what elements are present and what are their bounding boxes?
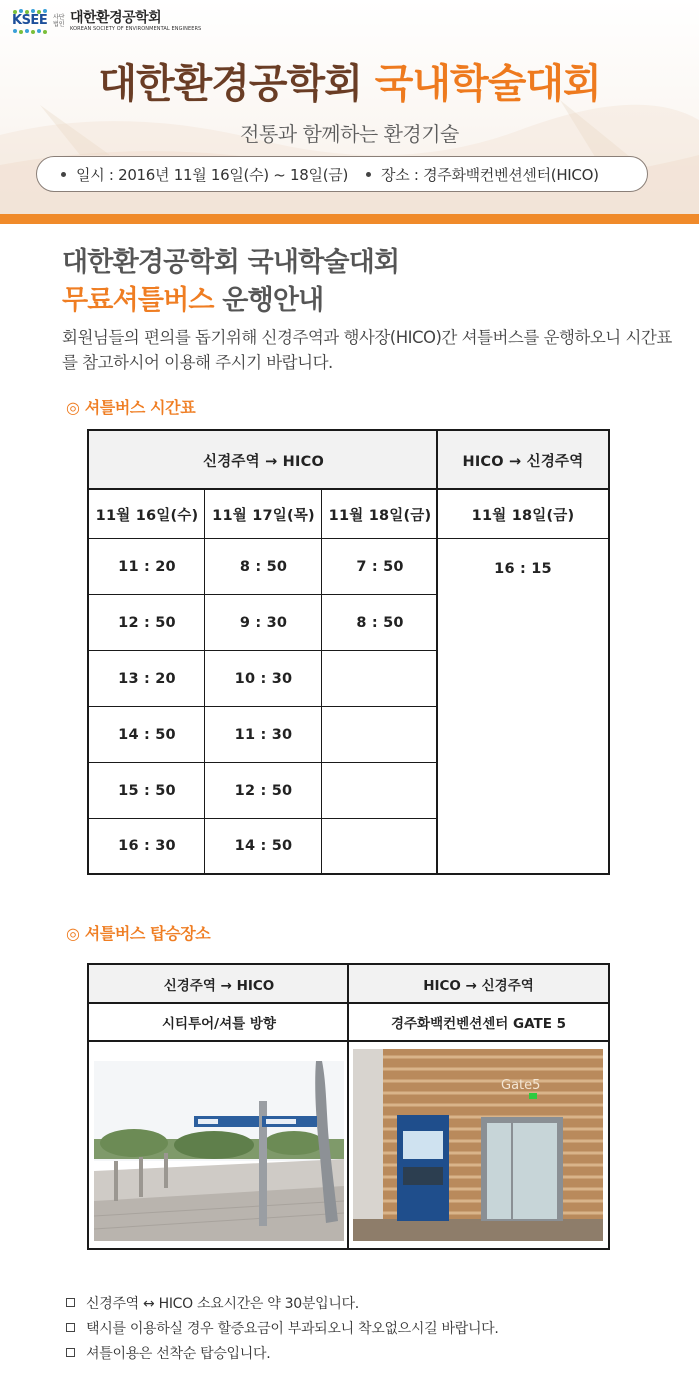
- ksee-logo: [10, 7, 201, 35]
- timetable-day-17: 11월 17일(목): [212, 507, 315, 524]
- list-item: [66, 1340, 499, 1365]
- timetable-route-return: HICO → 신경주역: [438, 431, 608, 489]
- logo-name: 대한환경공학회: [70, 10, 162, 26]
- table-rule: [347, 965, 349, 1248]
- timetable-day-16: 11월 16일(수): [95, 507, 199, 524]
- boarding-place-outbound: 시티투어/셔틀 방향: [162, 1016, 276, 1032]
- logo-english: KOREAN SOCIETY OF ENVIRONMENTAL ENGINEERS: [70, 26, 202, 32]
- table-cell: 11 : 30: [234, 727, 293, 743]
- table-cell: 12 : 50: [118, 615, 176, 631]
- table-rule: [89, 538, 608, 539]
- boarding-section-title: ◎ 셔틀버스 탑승장소: [66, 924, 211, 943]
- logo-small-text: 사단 법인: [53, 14, 65, 28]
- event-venue: 장소 : 경주화백컨벤션센터(HICO): [381, 165, 599, 184]
- table-rule: [321, 489, 322, 873]
- bullet-icon: [61, 172, 66, 177]
- table-rule: [89, 594, 436, 595]
- page-subtitle-rest: 운행안내: [213, 285, 324, 316]
- table-rule: [89, 1002, 608, 1004]
- table-cell: 14 : 50: [234, 838, 293, 854]
- shuttle-timetable: [87, 429, 610, 875]
- checkbox-square-icon: [66, 1323, 75, 1332]
- boarding-route-outbound: 신경주역 → HICO: [89, 965, 349, 1003]
- gate5-sign: Gate5: [501, 1078, 541, 1093]
- timetable-section-title: ◎ 셔틀버스 시간표: [66, 398, 196, 417]
- table-rule: [204, 489, 205, 873]
- event-info-pill: [36, 156, 648, 192]
- banner-divider: [0, 214, 699, 224]
- banner-title: [0, 60, 699, 108]
- timetable-day-18: 11월 18일(금): [328, 507, 432, 524]
- table-rule: [89, 706, 436, 707]
- table-cell: 8 : 50: [356, 615, 404, 631]
- note-text: 택시를 이용하실 경우 할증요금이 부과되오니 착오없으시길 바랍니다.: [86, 1320, 499, 1337]
- note-text: 신경주역 ↔ HICO 소요시간은 약 30분입니다.: [86, 1295, 359, 1312]
- table-cell: 14 : 50: [118, 727, 176, 743]
- banner-title-event: 국내학술대회: [374, 61, 601, 107]
- table-cell: 12 : 50: [234, 783, 293, 799]
- table-rule: [89, 762, 436, 763]
- table-rule: [89, 650, 436, 651]
- logo-mark: [10, 8, 50, 34]
- list-item: [66, 1315, 499, 1340]
- checkbox-square-icon: [66, 1298, 75, 1307]
- notes-list: [66, 1290, 499, 1365]
- page-subtitle: [62, 284, 323, 318]
- hico-gate5-photo: [353, 1049, 603, 1241]
- table-cell: 15 : 50: [118, 783, 176, 799]
- page-subtitle-accent: 무료셔틀버스: [62, 285, 214, 316]
- timetable-route-outbound: 신경주역 → HICO: [89, 431, 438, 489]
- table-cell: 16 : 30: [118, 838, 176, 854]
- table-cell: 9 : 30: [239, 615, 288, 631]
- table-rule: [89, 818, 436, 819]
- table-cell: 10 : 30: [234, 671, 293, 687]
- table-cell: 7 : 50: [356, 559, 404, 575]
- table-rule: [89, 488, 608, 490]
- table-rule: [89, 1040, 608, 1042]
- banner-title-society: 대한환경공학회: [98, 61, 362, 107]
- table-cell: 13 : 20: [118, 671, 176, 687]
- logo-mark-text: KSEE: [12, 13, 48, 28]
- page-title: 대한환경공학회 국내학술대회: [62, 247, 400, 278]
- boarding-table: [87, 963, 610, 1250]
- list-item: [66, 1290, 499, 1315]
- header-banner: [0, 0, 699, 224]
- note-text: 셔틀이용은 선착순 탑승입니다.: [86, 1345, 271, 1362]
- table-cell: 8 : 50: [239, 559, 288, 575]
- station-plaza-photo: [94, 1061, 344, 1241]
- table-rule: [436, 431, 438, 873]
- table-cell: 11 : 20: [118, 559, 176, 575]
- bullet-icon: [366, 172, 371, 177]
- intro-text: 회원님들의 편의를 돕기위해 신경주역과 행사장(HICO)간 셔틀버스를 운행하오니 시간표를 참고하시어 이용해 주시기 바랍니다.: [62, 328, 672, 372]
- boarding-place-return: 경주화백컨벤션센터 GATE 5: [390, 1016, 567, 1032]
- checkbox-square-icon: [66, 1348, 75, 1357]
- banner-decoration: [0, 95, 699, 215]
- banner-subtitle: 전통과 함께하는 환경기술: [240, 122, 459, 146]
- timetable-day-return: 11월 18일(금): [471, 507, 575, 524]
- boarding-route-return: HICO → 신경주역: [349, 965, 608, 1003]
- table-cell: 16 : 15: [494, 561, 552, 577]
- event-date: 일시 : 2016년 11월 16일(수) ~ 18일(금): [76, 165, 348, 184]
